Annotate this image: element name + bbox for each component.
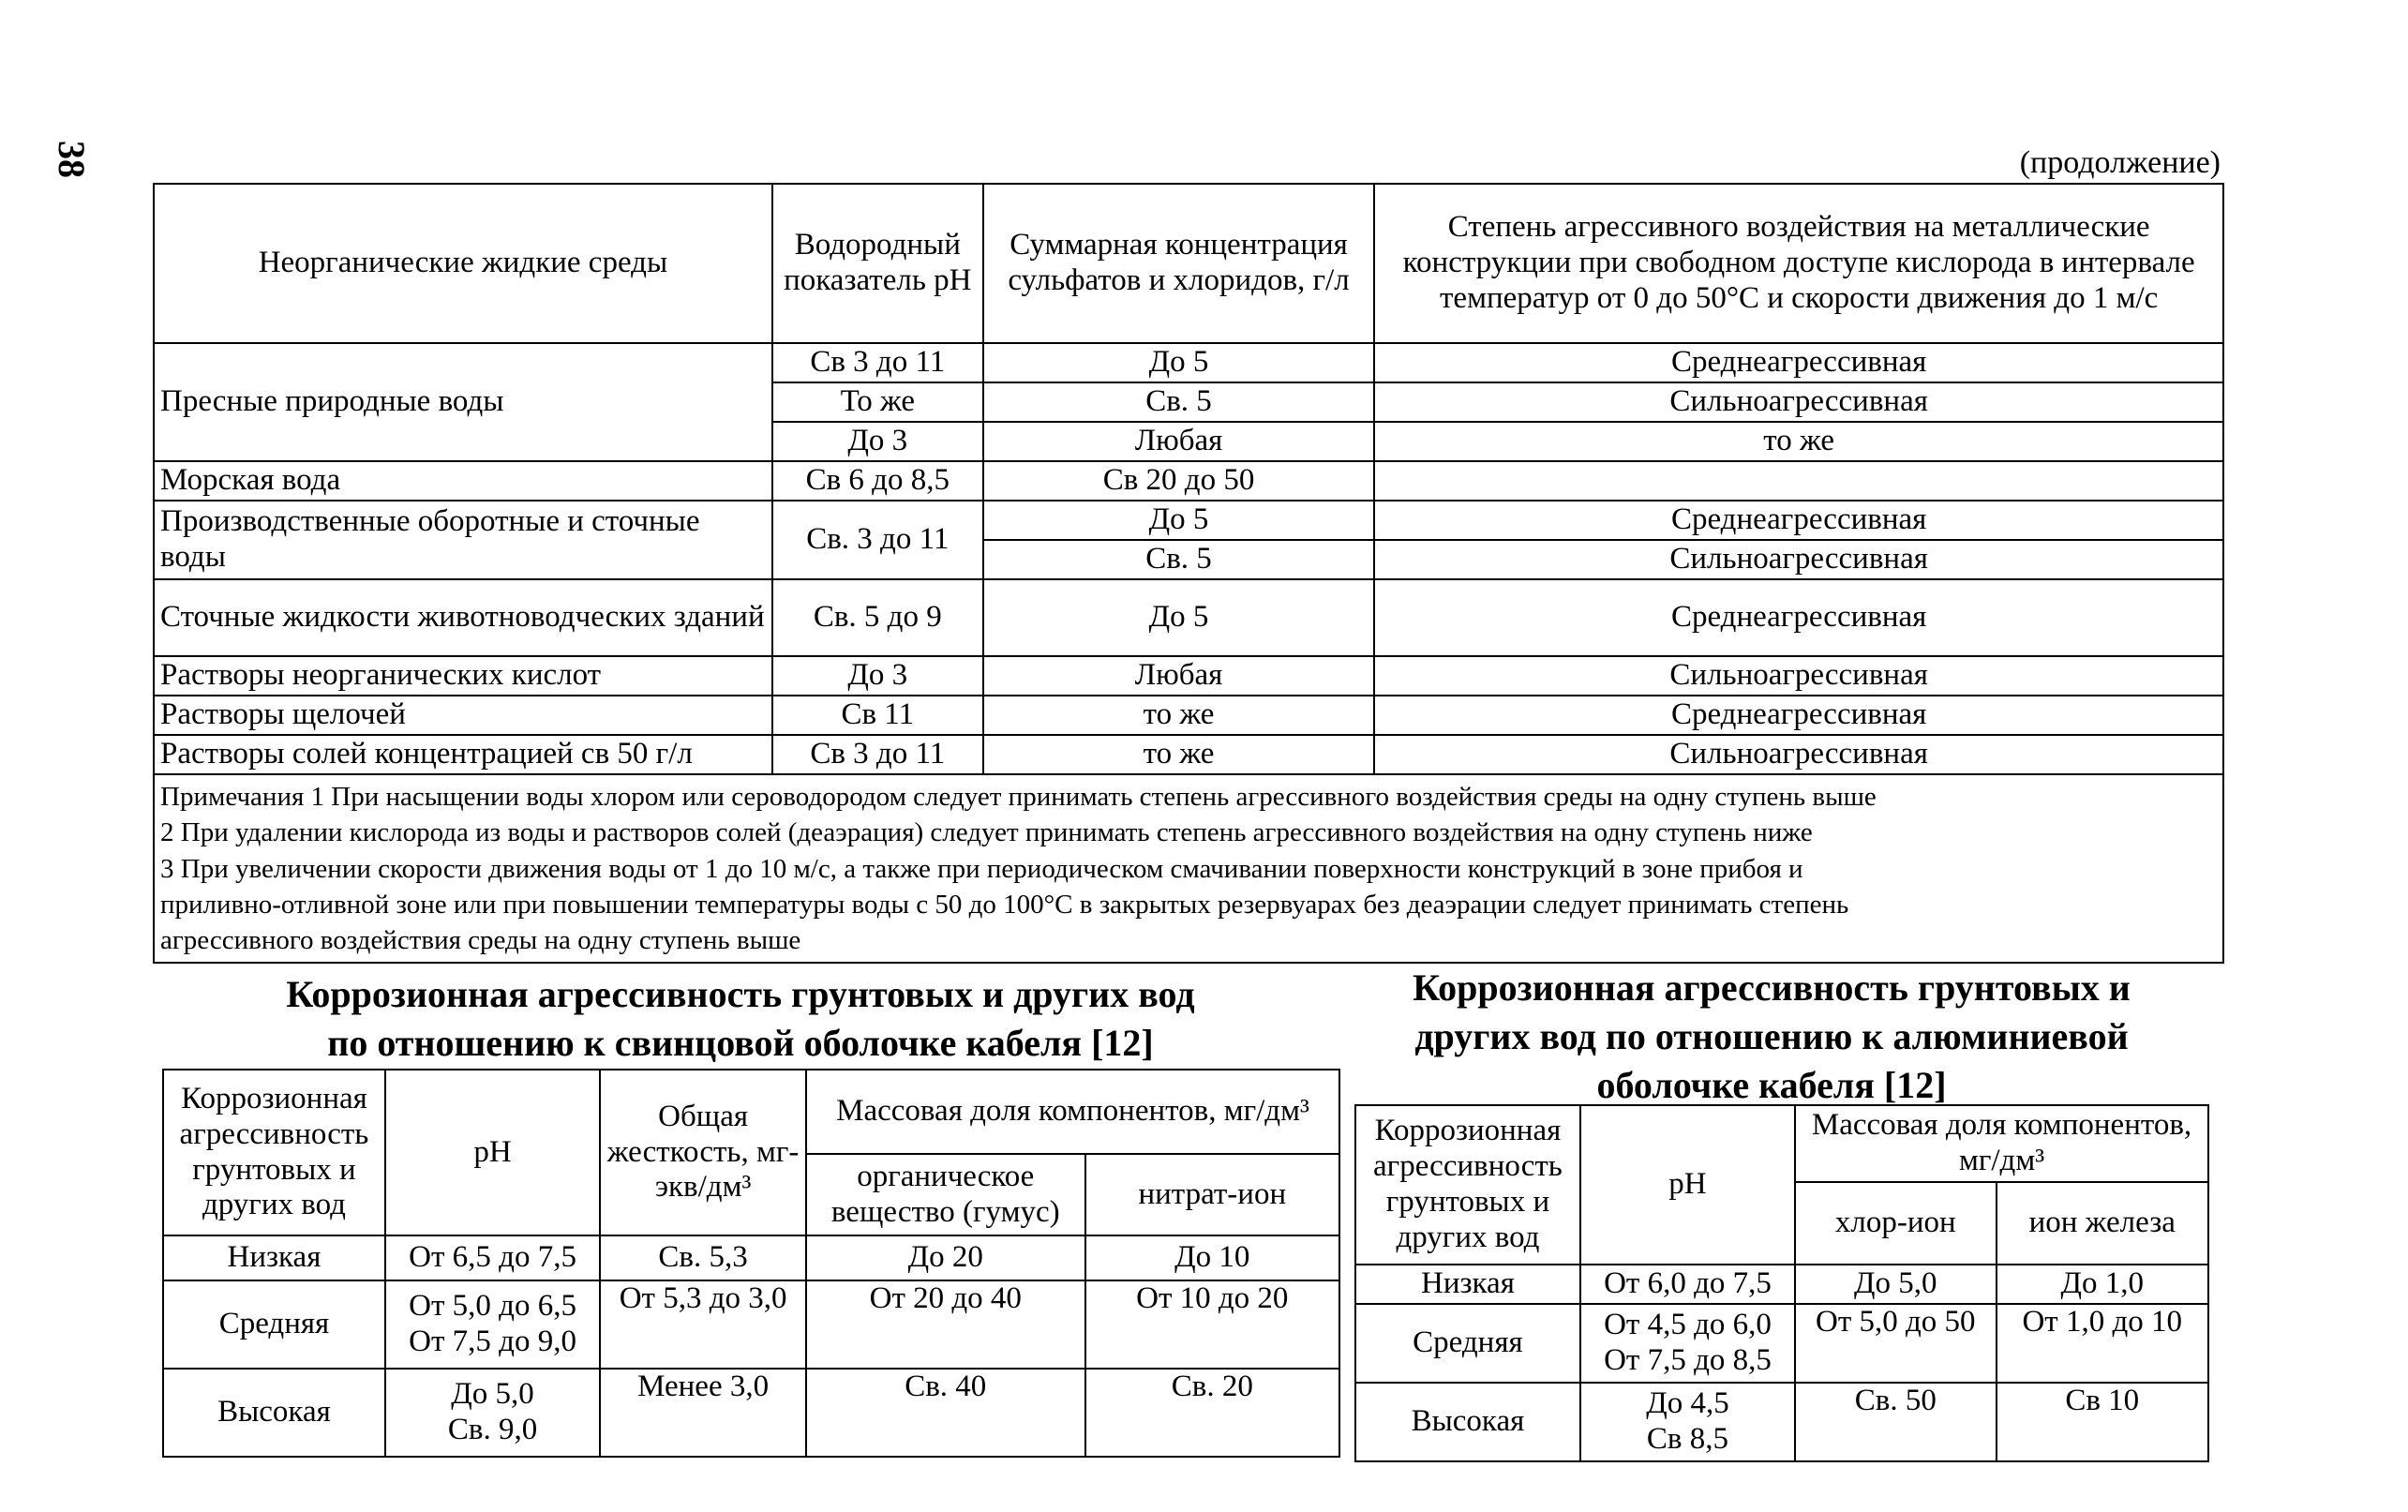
cell: От 5,3 до 3,0 (600, 1280, 806, 1369)
cell: Св. 5 (983, 382, 1375, 422)
cell: Св. 20 (1085, 1369, 1339, 1457)
title-line: оболочке кабеля [12] (1596, 1064, 1947, 1106)
cell: От 6,0 до 7,5 (1580, 1265, 1795, 1304)
cell: Средняя (1355, 1304, 1580, 1383)
title-line: других вод по отношению к алюминиевой (1414, 1015, 2129, 1057)
table-header-row (154, 184, 2223, 343)
lead-table-title (216, 970, 1265, 1068)
cell: Св. 50 (1795, 1383, 1996, 1461)
header-mass-fraction: Массовая доля компонентов, мг/дм³ (806, 1070, 1339, 1154)
row-salts-name: Растворы солей концентрацией св 50 г/л (154, 735, 772, 774)
cell: то же (983, 696, 1375, 735)
table-row (154, 696, 2223, 735)
row-acids-name: Растворы неорганических кислот (154, 656, 772, 696)
note-line: 2 При удалении кислорода из воды и растворов солей (деаэрация) следует принимать степень агрессивного воздействия на одну ступень ниже (160, 817, 1813, 848)
cell (385, 1280, 600, 1369)
aluminum-sheath-table (1354, 1104, 2209, 1462)
row-fresh-name: Пресные природные воды (154, 343, 772, 461)
cell (385, 1369, 600, 1457)
cell: Сильноагрессивная (1374, 382, 2223, 422)
cell: Менее 3,0 (600, 1369, 806, 1457)
table-notes (154, 774, 2223, 963)
cell: От 10 до 20 (1085, 1280, 1339, 1369)
header-chlorine: хлор-ион (1795, 1182, 1996, 1265)
note-line: приливно-отливной зоне или при повышении температуры воды с 50 до 100°С в закрытых резервуарах без деаэрации следует принимать степень (160, 889, 1849, 920)
cell: Среднеагрессивная (1374, 501, 2223, 540)
table-row (154, 343, 2223, 382)
table-row (163, 1369, 1339, 1457)
cell: Средняя (163, 1280, 385, 1369)
cell: До 10 (1085, 1235, 1339, 1280)
header-aggressiveness: Коррозионная агрессивность грунтовых и других вод (1355, 1105, 1580, 1265)
header-degree: Степень агрессивного воздействия на металлические конструкции при свободном доступе кислорода в интервале температур от 0 до 50°С и скорости движения до 1 м/с (1374, 184, 2223, 343)
cell-line: Св. 9,0 (447, 1413, 538, 1446)
cell: то же (1374, 422, 2223, 461)
table-header-row (1355, 1105, 2208, 1182)
table-row (154, 501, 2223, 540)
header-ph: рН (385, 1070, 600, 1235)
cell: Св. 5,3 (600, 1235, 806, 1280)
table-header-row (163, 1070, 1339, 1154)
row-livestock-name: Сточные жидкости животноводческих зданий (154, 579, 772, 656)
cell: Сильноагрессивная (1374, 656, 2223, 696)
cell: Св 3 до 11 (772, 735, 983, 774)
cell-line: От 4,5 до 6,0 (1604, 1308, 1772, 1342)
header-medium: Неорганические жидкие среды (154, 184, 772, 343)
title-line: Коррозионная агрессивность грунтовых и (1413, 966, 2131, 1009)
title-line: Коррозионная агрессивность грунтовых и других вод (286, 973, 1195, 1015)
table-row (154, 579, 2223, 656)
cell: До 3 (772, 422, 983, 461)
cell: Св 6 до 8,5 (772, 461, 983, 501)
cell: Низкая (163, 1235, 385, 1280)
cell: До 20 (806, 1235, 1085, 1280)
note-line: 3 При увеличении скорости движения воды от 1 до 10 м/с, а также при периодическом смачивании поверхности конструкций в зоне прибоя и (160, 853, 1803, 884)
cell-line: Св 8,5 (1646, 1422, 1729, 1456)
header-nitrate: нитрат-ион (1085, 1154, 1339, 1235)
cell: Св 10 (1997, 1383, 2209, 1461)
cell-line: До 5,0 (451, 1377, 534, 1412)
cell: От 20 до 40 (806, 1280, 1085, 1369)
header-iron: ион железа (1997, 1182, 2209, 1265)
cell: Св. 5 (983, 540, 1375, 579)
cell: Св. 40 (806, 1369, 1085, 1457)
cell: Любая (983, 656, 1375, 696)
cell: Среднеагрессивная (1374, 343, 2223, 382)
aluminum-table-title (1369, 964, 2175, 1110)
continuation-label: (продолжение) (2019, 145, 2221, 180)
cell: то же (983, 735, 1375, 774)
cell: До 3 (772, 656, 983, 696)
cell: Св. 5 до 9 (772, 579, 983, 656)
cell: То же (772, 382, 983, 422)
lead-sheath-table (162, 1069, 1340, 1458)
header-ph: рН (1580, 1105, 1795, 1265)
cell: До 5 (983, 343, 1375, 382)
cell (1374, 461, 2223, 501)
table-row (1355, 1383, 2208, 1461)
cell: Св 11 (772, 696, 983, 735)
table-row (154, 735, 2223, 774)
cell-line: От 5,0 до 6,5 (409, 1289, 576, 1324)
cell-line: От 7,5 до 8,5 (1604, 1343, 1772, 1377)
cell: Любая (983, 422, 1375, 461)
title-line: по отношению к свинцовой оболочке кабеля [12] (327, 1022, 1154, 1064)
row-sea-name: Морская вода (154, 461, 772, 501)
table-row (163, 1280, 1339, 1369)
cell (1580, 1304, 1795, 1383)
cell-line: От 7,5 до 9,0 (409, 1325, 576, 1358)
cell: От 5,0 до 50 (1795, 1304, 1996, 1383)
notes-row (154, 774, 2223, 963)
cell: Сильноагрессивная (1374, 540, 2223, 579)
cell: Среднеагрессивная (1374, 696, 2223, 735)
table-row (154, 656, 2223, 696)
page-number: 38 (51, 141, 93, 178)
row-industrial-name: Производственные оборотные и сточные воды (154, 501, 772, 579)
cell: Св 20 до 50 (983, 461, 1375, 501)
cell: До 5,0 (1795, 1265, 1996, 1304)
header-aggressiveness: Коррозионная агрессивность грунтовых и других вод (163, 1070, 385, 1235)
cell-line: До 4,5 (1646, 1386, 1729, 1421)
note-line: Примечания 1 При насыщении воды хлором или сероводородом следует принимать степень агрессивного воздействия среды на одну ступень выше (160, 782, 1877, 812)
inorganic-media-table (153, 183, 2224, 964)
table-row (163, 1235, 1339, 1280)
cell: Св 3 до 11 (772, 343, 983, 382)
cell: От 6,5 до 7,5 (385, 1235, 600, 1280)
table-row (1355, 1265, 2208, 1304)
header-ph: Водородный показатель рН (772, 184, 983, 343)
cell: От 1,0 до 10 (1997, 1304, 2209, 1383)
row-alkali-name: Растворы щелочей (154, 696, 772, 735)
cell: Высокая (163, 1369, 385, 1457)
header-mass-fraction: Массовая доля компонентов, мг/дм³ (1795, 1105, 2208, 1182)
header-concentration: Суммарная концентрация сульфатов и хлоридов, г/л (983, 184, 1375, 343)
table-row (154, 461, 2223, 501)
header-hardness: Общая жесткость, мг-экв/дм³ (600, 1070, 806, 1235)
cell (1580, 1383, 1795, 1461)
cell: До 1,0 (1997, 1265, 2209, 1304)
header-organic: органическое вещество (гумус) (806, 1154, 1085, 1235)
table-row (1355, 1304, 2208, 1383)
cell: До 5 (983, 579, 1375, 656)
cell: Среднеагрессивная (1374, 579, 2223, 656)
cell: Св. 3 до 11 (772, 501, 983, 579)
cell: До 5 (983, 501, 1375, 540)
cell: Высокая (1355, 1383, 1580, 1461)
cell: Сильноагрессивная (1374, 735, 2223, 774)
cell: Низкая (1355, 1265, 1580, 1304)
note-line: агрессивного воздействия среды на одну ступень выше (160, 925, 801, 956)
